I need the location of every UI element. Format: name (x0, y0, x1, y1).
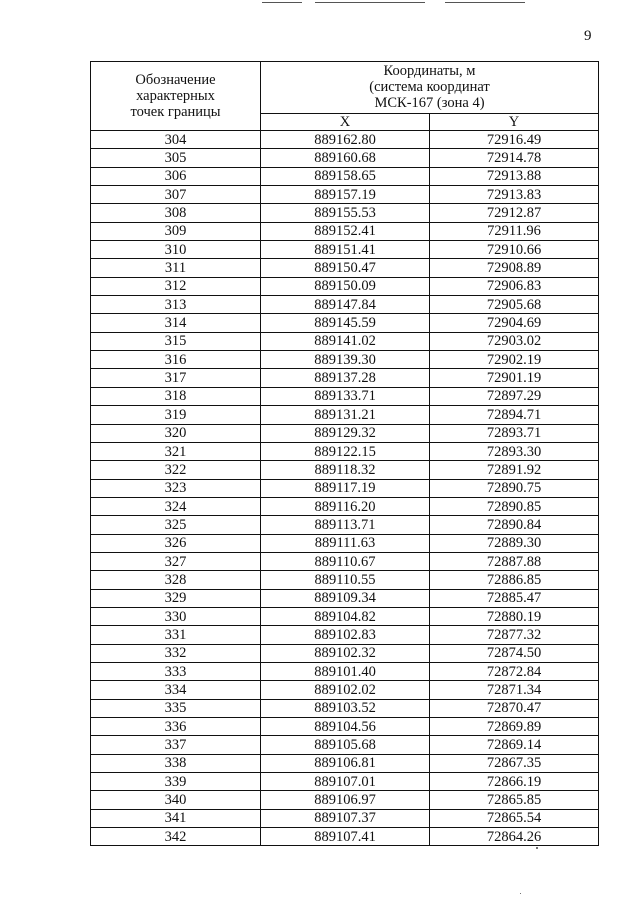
y-cell: 72867.35 (430, 754, 599, 772)
y-cell: 72914.78 (430, 149, 599, 167)
point-cell: 322 (91, 461, 261, 479)
table-row (91, 442, 599, 460)
point-cell: 314 (91, 314, 261, 332)
table-row (91, 662, 599, 680)
table-row (91, 461, 599, 479)
point-cell: 330 (91, 607, 261, 625)
table-row (91, 791, 599, 809)
y-cell: 72903.02 (430, 332, 599, 350)
y-cell: 72864.26 (430, 828, 599, 846)
table-row (91, 589, 599, 607)
x-cell: 889116.20 (261, 497, 430, 515)
point-cell: 328 (91, 571, 261, 589)
point-cell: 323 (91, 479, 261, 497)
point-cell: 316 (91, 351, 261, 369)
header-designation-line: характерных (136, 88, 215, 104)
y-cell: 72901.19 (430, 369, 599, 387)
y-cell: 72916.49 (430, 131, 599, 149)
y-cell: 72877.32 (430, 626, 599, 644)
table-row (91, 332, 599, 350)
point-cell: 311 (91, 259, 261, 277)
x-cell: 889139.30 (261, 351, 430, 369)
x-cell: 889137.28 (261, 369, 430, 387)
point-cell: 309 (91, 222, 261, 240)
x-cell: 889102.32 (261, 644, 430, 662)
scan-speck (536, 847, 538, 849)
point-cell: 308 (91, 204, 261, 222)
x-cell: 889110.67 (261, 552, 430, 570)
point-cell: 326 (91, 534, 261, 552)
x-cell: 889107.37 (261, 809, 430, 827)
point-cell: 321 (91, 442, 261, 460)
table-row (91, 809, 599, 827)
top-rule-mid (315, 2, 425, 3)
table-row (91, 736, 599, 754)
x-cell: 889157.19 (261, 186, 430, 204)
point-cell: 320 (91, 424, 261, 442)
y-cell: 72865.54 (430, 809, 599, 827)
y-cell: 72871.34 (430, 681, 599, 699)
x-cell: 889162.80 (261, 131, 430, 149)
table-row (91, 718, 599, 736)
header-y: Y (430, 113, 599, 130)
x-cell: 889101.40 (261, 662, 430, 680)
table-row (91, 406, 599, 424)
table-row (91, 259, 599, 277)
table-row (91, 516, 599, 534)
top-rule-right (445, 2, 525, 3)
point-cell: 334 (91, 681, 261, 699)
y-cell: 72908.89 (430, 259, 599, 277)
x-cell: 889106.97 (261, 791, 430, 809)
point-cell: 310 (91, 241, 261, 259)
point-cell: 327 (91, 552, 261, 570)
x-cell: 889150.47 (261, 259, 430, 277)
table-row (91, 479, 599, 497)
table-row (91, 131, 599, 149)
point-cell: 317 (91, 369, 261, 387)
y-cell: 72913.83 (430, 186, 599, 204)
y-cell: 72885.47 (430, 589, 599, 607)
x-cell: 889160.68 (261, 149, 430, 167)
table-row (91, 277, 599, 295)
y-cell: 72912.87 (430, 204, 599, 222)
point-cell: 341 (91, 809, 261, 827)
y-cell: 72913.88 (430, 167, 599, 185)
x-cell: 889117.19 (261, 479, 430, 497)
point-cell: 333 (91, 662, 261, 680)
scan-speck (520, 893, 521, 894)
y-cell: 72865.85 (430, 791, 599, 809)
point-cell: 335 (91, 699, 261, 717)
point-cell: 305 (91, 149, 261, 167)
table-row (91, 828, 599, 846)
y-cell: 72894.71 (430, 406, 599, 424)
x-cell: 889145.59 (261, 314, 430, 332)
table-row (91, 644, 599, 662)
y-cell: 72887.88 (430, 552, 599, 570)
x-cell: 889106.81 (261, 754, 430, 772)
point-cell: 324 (91, 497, 261, 515)
x-cell: 889109.34 (261, 589, 430, 607)
y-cell: 72897.29 (430, 387, 599, 405)
y-cell: 72893.30 (430, 442, 599, 460)
point-cell: 304 (91, 131, 261, 149)
y-cell: 72869.14 (430, 736, 599, 754)
table-row (91, 773, 599, 791)
header-coords-line: МСК-167 (зона 4) (374, 95, 485, 112)
header-coordinates (261, 62, 599, 114)
table-row (91, 424, 599, 442)
header-point-designation (91, 62, 261, 131)
table-row (91, 681, 599, 699)
x-cell: 889118.32 (261, 461, 430, 479)
table-row (91, 387, 599, 405)
table-row (91, 222, 599, 240)
top-rule-left (262, 2, 302, 3)
table-row (91, 167, 599, 185)
x-cell: 889102.83 (261, 626, 430, 644)
x-cell: 889158.65 (261, 167, 430, 185)
x-cell: 889150.09 (261, 277, 430, 295)
y-cell: 72890.85 (430, 497, 599, 515)
point-cell: 307 (91, 186, 261, 204)
x-cell: 889102.02 (261, 681, 430, 699)
point-cell: 319 (91, 406, 261, 424)
point-cell: 329 (91, 589, 261, 607)
point-cell: 325 (91, 516, 261, 534)
point-cell: 332 (91, 644, 261, 662)
x-cell: 889155.53 (261, 204, 430, 222)
point-cell: 331 (91, 626, 261, 644)
y-cell: 72874.50 (430, 644, 599, 662)
y-cell: 72893.71 (430, 424, 599, 442)
table-row (91, 754, 599, 772)
table-row (91, 314, 599, 332)
point-cell: 338 (91, 754, 261, 772)
x-cell: 889103.52 (261, 699, 430, 717)
table-row (91, 626, 599, 644)
x-cell: 889147.84 (261, 296, 430, 314)
x-cell: 889131.21 (261, 406, 430, 424)
point-cell: 337 (91, 736, 261, 754)
point-cell: 312 (91, 277, 261, 295)
table-row (91, 552, 599, 570)
x-cell: 889104.56 (261, 718, 430, 736)
point-cell: 342 (91, 828, 261, 846)
x-cell: 889107.41 (261, 828, 430, 846)
x-cell: 889107.01 (261, 773, 430, 791)
x-cell: 889151.41 (261, 241, 430, 259)
y-cell: 72902.19 (430, 351, 599, 369)
x-cell: 889141.02 (261, 332, 430, 350)
table-row (91, 149, 599, 167)
table-row (91, 607, 599, 625)
x-cell: 889133.71 (261, 387, 430, 405)
header-x: X (261, 113, 430, 130)
point-cell: 318 (91, 387, 261, 405)
x-cell: 889122.15 (261, 442, 430, 460)
point-cell: 339 (91, 773, 261, 791)
y-cell: 72890.75 (430, 479, 599, 497)
y-cell: 72911.96 (430, 222, 599, 240)
coordinates-table (90, 61, 599, 846)
y-cell: 72890.84 (430, 516, 599, 534)
x-cell: 889113.71 (261, 516, 430, 534)
table-row (91, 369, 599, 387)
x-cell: 889111.63 (261, 534, 430, 552)
y-cell: 72870.47 (430, 699, 599, 717)
point-cell: 306 (91, 167, 261, 185)
header-designation-line: Обозначение (135, 72, 216, 88)
point-cell: 313 (91, 296, 261, 314)
x-cell: 889104.82 (261, 607, 430, 625)
page-number: 9 (584, 28, 592, 44)
y-cell: 72869.89 (430, 718, 599, 736)
table-row (91, 296, 599, 314)
point-cell: 315 (91, 332, 261, 350)
table-row (91, 497, 599, 515)
point-cell: 340 (91, 791, 261, 809)
table-row (91, 699, 599, 717)
y-cell: 72886.85 (430, 571, 599, 589)
table-body (91, 131, 599, 846)
x-cell: 889152.41 (261, 222, 430, 240)
y-cell: 72889.30 (430, 534, 599, 552)
y-cell: 72880.19 (430, 607, 599, 625)
y-cell: 72905.68 (430, 296, 599, 314)
header-coords-line: (система координат (369, 79, 490, 96)
table-row (91, 186, 599, 204)
table-row (91, 534, 599, 552)
table-row (91, 241, 599, 259)
x-cell: 889105.68 (261, 736, 430, 754)
table-row (91, 204, 599, 222)
point-cell: 336 (91, 718, 261, 736)
y-cell: 72906.83 (430, 277, 599, 295)
y-cell: 72872.84 (430, 662, 599, 680)
y-cell: 72904.69 (430, 314, 599, 332)
y-cell: 72910.66 (430, 241, 599, 259)
table-row (91, 351, 599, 369)
header-designation-line: точек границы (130, 104, 221, 120)
header-coords-line: Координаты, м (383, 63, 476, 80)
x-cell: 889110.55 (261, 571, 430, 589)
y-cell: 72866.19 (430, 773, 599, 791)
y-cell: 72891.92 (430, 461, 599, 479)
table-row (91, 571, 599, 589)
x-cell: 889129.32 (261, 424, 430, 442)
